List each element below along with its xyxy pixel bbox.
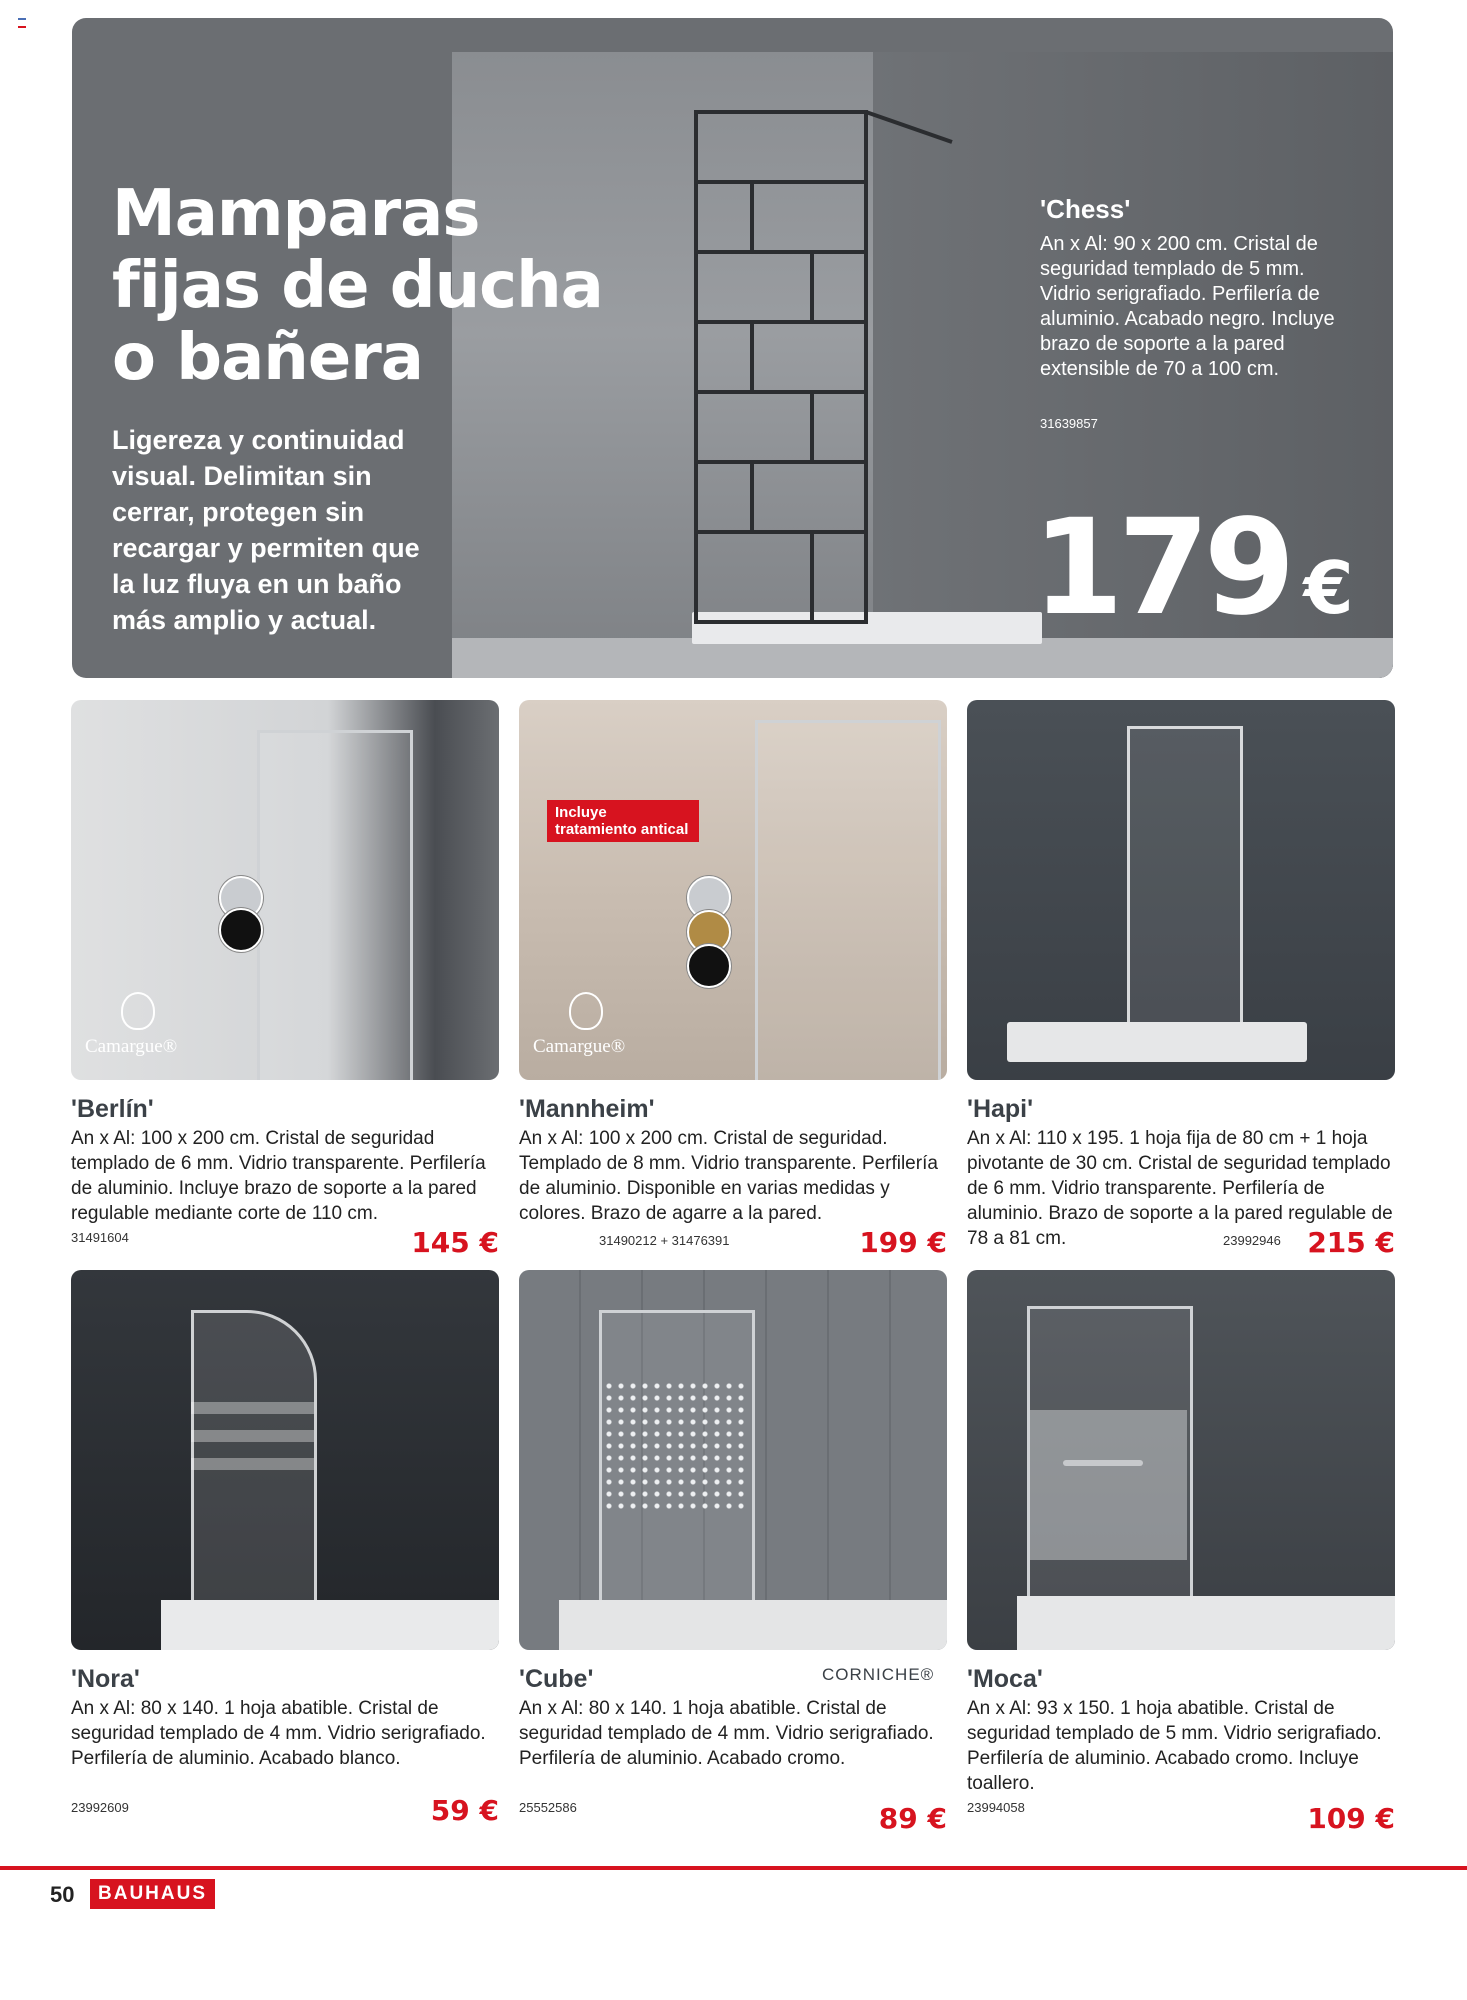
glass-panel xyxy=(755,720,941,1080)
product-card-berlin[interactable] xyxy=(71,700,499,1260)
dot-pattern xyxy=(603,1380,749,1510)
product-name: 'Berlín' xyxy=(71,1095,154,1123)
hapi-photo xyxy=(967,700,1395,1080)
hero-product-price xyxy=(1032,491,1354,658)
product-name: 'Mannheim' xyxy=(519,1095,655,1123)
glass-panel xyxy=(257,730,413,1080)
product-price: 59 € xyxy=(430,1794,499,1827)
hero-intro-text: Ligereza y continuidad visual. Delimitan sin cerrar, protegen sin recargar y permiten que la luz fluya en un baño más amplio y actual. xyxy=(112,425,420,635)
product-code: 23992946 xyxy=(1223,1233,1281,1248)
moca-photo xyxy=(967,1270,1395,1650)
product-card-cube[interactable] xyxy=(519,1270,947,1835)
bathtub xyxy=(1007,1022,1307,1062)
bathtub xyxy=(161,1600,499,1650)
bathtub xyxy=(559,1600,947,1650)
corner-mark-icon xyxy=(18,18,26,28)
product-code: 31490212 + 31476391 xyxy=(599,1233,730,1248)
footer-divider xyxy=(0,1866,1467,1870)
nora-photo xyxy=(71,1270,499,1650)
product-card-nora[interactable] xyxy=(71,1270,499,1830)
camargue-mark-icon xyxy=(569,992,603,1030)
bauhaus-logo: BAUHAUS xyxy=(90,1879,215,1909)
hero-product-name: 'Chess' xyxy=(1040,194,1131,224)
corniche-logo: CORNICHE® xyxy=(822,1665,935,1684)
berlin-photo xyxy=(71,700,499,1080)
product-description: An x Al: 100 x 200 cm. Cristal de seguridad templado de 6 mm. Vidrio transparente. Perfilería de aluminio. Incluye brazo de soporte a la pared regulable mediante corte de 110 cm. xyxy=(71,1128,486,1224)
product-code: 31491604 xyxy=(71,1230,129,1245)
hero-price-value: 179 xyxy=(1032,491,1290,645)
product-price: 199 € xyxy=(859,1226,947,1259)
black-swatch-icon[interactable] xyxy=(219,908,263,952)
product-code: 23994058 xyxy=(967,1800,1025,1815)
product-description: An x Al: 100 x 200 cm. Cristal de seguridad. Templado de 8 mm. Vidrio transparente. Perfilería de aluminio. Disponible en varias medidas y colores. Brazo de agarre a la pared. xyxy=(519,1128,938,1224)
product-name: 'Moca' xyxy=(967,1665,1043,1693)
hero-product-code: 31639857 xyxy=(1040,416,1098,431)
glass-stripe xyxy=(191,1402,314,1414)
bathtub xyxy=(1017,1596,1395,1650)
product-code: 25552586 xyxy=(519,1800,577,1815)
camargue-logo: Camargue® xyxy=(533,992,625,1058)
product-name: 'Nora' xyxy=(71,1665,140,1693)
product-card-hapi[interactable] xyxy=(967,700,1395,1260)
page-number: 50 xyxy=(50,1882,75,1907)
product-description: An x Al: 80 x 140. 1 hoja abatible. Cristal de seguridad templado de 4 mm. Vidrio serigrafiado. Perfilería de aluminio. Acabado blanco. xyxy=(71,1698,486,1769)
product-price: 215 € xyxy=(1307,1226,1395,1259)
product-description: An x Al: 110 x 195. 1 hoja fija de 80 cm + 1 hoja pivotante de 30 cm. Cristal de seguridad templado de 6 mm. Vidrio transparente. Perfilería de aluminio. Brazo de soporte a la pared regulable de 78 a 81 cm. xyxy=(967,1128,1393,1249)
camargue-logo: Camargue® xyxy=(85,992,177,1058)
mannheim-photo xyxy=(519,700,947,1080)
cube-photo xyxy=(519,1270,947,1650)
product-price: 109 € xyxy=(1307,1802,1395,1835)
product-price: 145 € xyxy=(411,1226,499,1259)
hero-price-currency: € xyxy=(1303,546,1354,630)
page-title: Mamparas fijas de ducha o bañera xyxy=(112,177,603,395)
glass-panel xyxy=(1127,726,1243,1032)
product-name: 'Cube' xyxy=(519,1665,594,1693)
camargue-mark-icon xyxy=(121,992,155,1030)
product-price: 89 € xyxy=(878,1802,947,1835)
product-card-moca[interactable] xyxy=(967,1270,1395,1835)
towel-bar xyxy=(1063,1460,1143,1466)
product-name: 'Hapi' xyxy=(967,1095,1034,1123)
frosted-area xyxy=(1030,1410,1187,1560)
black-swatch-icon[interactable] xyxy=(687,944,731,988)
glass-stripe xyxy=(191,1458,314,1470)
product-card-mannheim[interactable] xyxy=(519,700,947,1260)
product-description: An x Al: 80 x 140. 1 hoja abatible. Cristal de seguridad templado de 4 mm. Vidrio serigrafiado. Perfilería de aluminio. Acabado cromo. xyxy=(519,1698,934,1769)
glass-stripe xyxy=(191,1430,314,1442)
product-code: 23992609 xyxy=(71,1800,129,1815)
hero-product-description: An x Al: 90 x 200 cm. Cristal de seguridad templado de 5 mm. Vidrio serigrafiado. Perfilería de aluminio. Acabado negro. Incluye brazo de soporte a la pared extensible de 70 a 100 cm. xyxy=(1040,233,1335,380)
product-description: An x Al: 93 x 150. 1 hoja abatible. Cristal de seguridad templado de 5 mm. Vidrio serigrafiado. Perfilería de aluminio. Acabado cromo. Incluye toallero. xyxy=(967,1698,1382,1794)
hero-banner xyxy=(72,18,1393,678)
antical-badge: Incluye tratamiento antical xyxy=(547,800,699,842)
